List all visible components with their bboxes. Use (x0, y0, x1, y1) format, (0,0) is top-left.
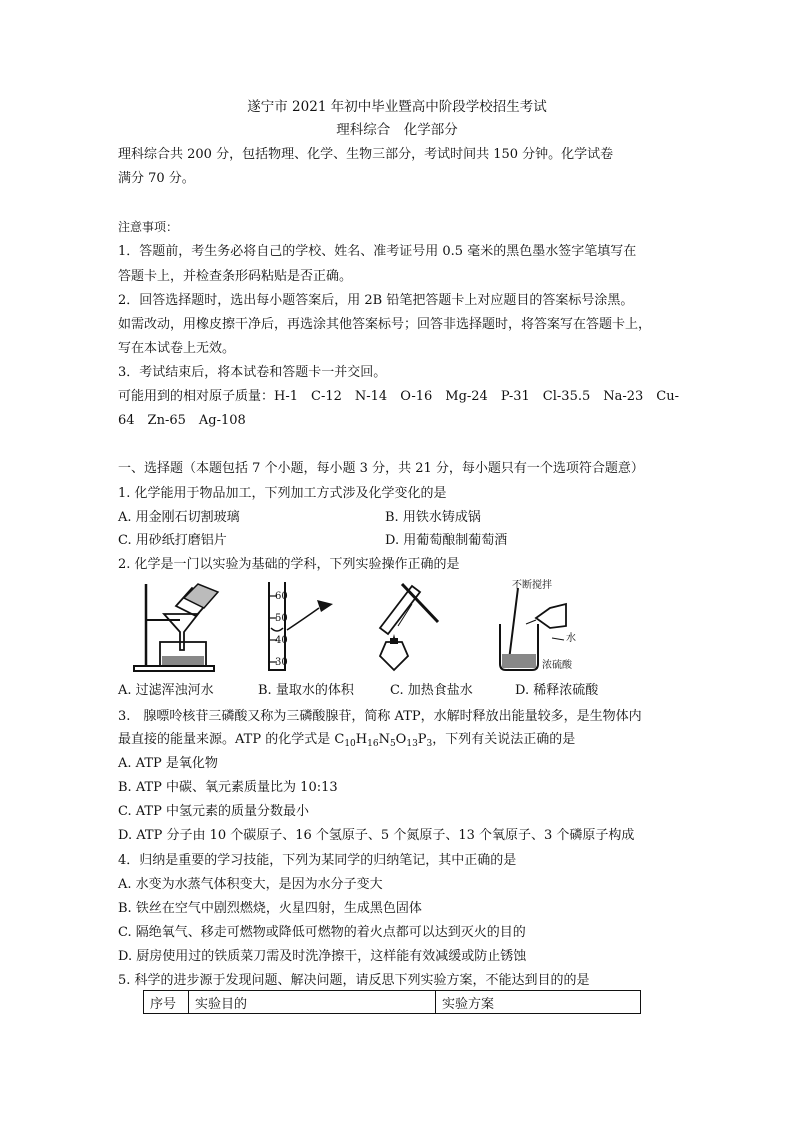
label-stirring: 不断搅拌 (512, 580, 552, 591)
note-line: 写在本试卷上无效。 (118, 341, 236, 356)
note-line: 答题卡上，并检查条形码粘贴是否正确。 (118, 269, 353, 284)
q3-option-c: C. ATP 中氢元素的质量分数最小 (118, 804, 309, 819)
scale-60: 60 (275, 591, 288, 602)
scale-30: 30 (275, 657, 288, 668)
q3-option-b: B. ATP 中碳、氧元素质量比为 10:13 (118, 780, 338, 795)
exam-subtitle: 理科综合 化学部分 (336, 122, 458, 138)
intro-line-1: 理科综合共 200 分，包括物理、化学、生物三部分，考试时间共 150 分钟。化学试卷 (118, 147, 614, 162)
note-line: 2．回答选择题时，选出每小题答案后，用 2B 铅笔把答题卡上对应题目的答案标号涂黑。 (118, 293, 634, 308)
table-header-purpose: 实验目的 (189, 991, 436, 1014)
q2-option-a: A. 过滤浑浊河水 (118, 683, 214, 698)
q4-option-b: B. 铁丝在空气中剧烈燃烧，火星四射，生成黑色固体 (118, 901, 422, 916)
q5-stem: 5. 科学的进步源于发现问题、解决问题，请反思下列实验方案，不能达到目的的是 (118, 973, 590, 988)
atomic-masses-line-2: 64 Zn-65 Ag-108 (118, 413, 246, 428)
note-line: 1．答题前，考生务必将自己的学校、姓名、准考证号用 0.5 毫米的黑色墨水签字笔填写在 (118, 244, 637, 259)
table-header-number: 序号 (144, 991, 189, 1014)
q1-option-c: C. 用砂纸打磨铝片 (118, 533, 227, 548)
filtration-figure (128, 578, 258, 676)
label-concentrated-acid: 浓硫酸 (542, 660, 572, 671)
note-line: 3．考试结束后，将本试卷和答题卡一并交回。 (118, 365, 387, 380)
notes-heading: 注意事项： (118, 220, 179, 234)
q2-option-b: B. 量取水的体积 (258, 683, 354, 698)
q1-option-b: B. 用铁水铸成锅 (385, 510, 481, 525)
q3-stem-line-1: 3. 腺嘌呤核苷三磷酸又称为三磷酸腺苷，简称 ATP，水解时释放出能量较多，是生物体内 (118, 709, 642, 724)
q1-option-a: A. 用金刚石切割玻璃 (118, 510, 240, 525)
intro-line-2: 满分 70 分。 (118, 171, 195, 186)
atomic-masses-line-1: 可能用到的相对原子质量：H-1 C-12 N-14 O-16 Mg-24 P-31 Cl-35.5 Na-23 Cu- (118, 389, 680, 404)
q2-stem: 2. 化学是一门以实验为基础的学科，下列实验操作正确的是 (118, 557, 460, 572)
q5-table (143, 990, 641, 1014)
table-header-plan: 实验方案 (436, 991, 641, 1014)
q1-option-d: D. 用葡萄酿制葡萄酒 (385, 533, 508, 548)
note-line: 如需改动，用橡皮擦干净后，再选涂其他答案标号；回答非选择题时，将答案写在答题卡上， (118, 317, 652, 332)
label-water: 水 (566, 633, 576, 644)
q3-option-a: A. ATP 是氧化物 (118, 756, 218, 771)
q4-stem: 4．归纳是重要的学习技能，下列为某同学的归纳笔记，其中正确的是 (118, 853, 517, 868)
q3-stem-line-2: 最直接的能量来源。ATP 的化学式是 $C_{10}H_{16}N_5O_{13}P_3$，下列有关说法正确的是 (118, 732, 576, 749)
q2-option-c: C. 加热食盐水 (390, 683, 473, 698)
table-row (144, 991, 641, 1014)
q4-option-d: D. 厨房使用过的铁质菜刀需及时洗净擦干，这样能有效减缓或防止锈蚀 (118, 949, 527, 964)
exam-title: 遂宁市 2021 年初中毕业暨高中阶段学校招生考试 (247, 99, 547, 115)
scale-50: 50 (275, 613, 288, 624)
q4-option-a: A. 水变为水蒸气体积变大，是因为水分子变大 (118, 877, 383, 892)
heating-figure (368, 578, 498, 676)
q3-option-d: D. ATP 分子由 10 个碳原子、16 个氢原子、5 个氮原子、13 个氧原子、3 个磷原子构成 (118, 828, 635, 843)
q2-option-d: D. 稀释浓硫酸 (515, 683, 599, 698)
scale-40: 40 (275, 635, 288, 646)
q1-stem: 1. 化学能用于物品加工，下列加工方式涉及化学变化的是 (118, 486, 447, 501)
q4-option-c: C. 隔绝氧气、移走可燃物或降低可燃物的着火点都可以达到灭火的目的 (118, 925, 526, 940)
section-1-heading: 一、选择题（本题包括 7 个小题，每小题 3 分，共 21 分，每小题只有一个选项符合题意） (118, 461, 644, 476)
